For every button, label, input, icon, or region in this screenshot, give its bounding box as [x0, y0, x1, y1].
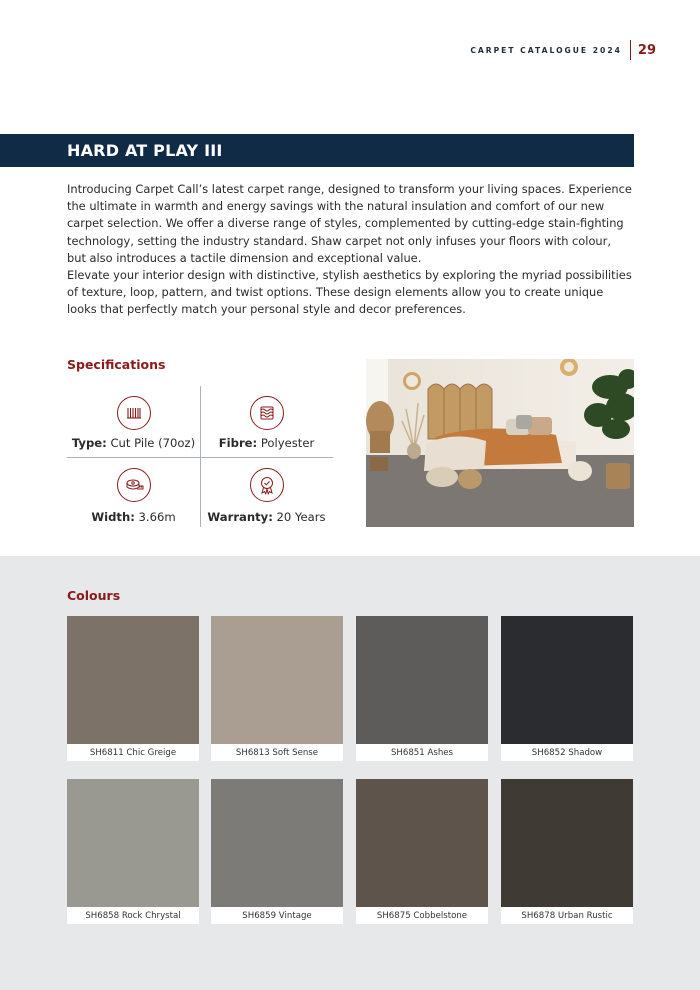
swatch-caption: SH6851 Ashes — [390, 747, 454, 758]
fibre-icon — [250, 396, 284, 430]
title-bar — [0, 134, 634, 167]
swatch-tile — [211, 779, 343, 907]
spec-warranty — [200, 458, 333, 528]
intro-text — [67, 181, 633, 319]
swatch-tile — [501, 779, 633, 907]
spec-width-label: Width: 3.66m — [91, 510, 176, 524]
swatch-caption: SH6859 Vintage — [242, 910, 312, 921]
colour-swatch — [67, 616, 199, 761]
swatch-tile — [356, 616, 488, 744]
swatch-tile — [501, 616, 633, 744]
colours-heading: Colours — [67, 588, 121, 603]
spec-width — [67, 458, 200, 528]
swatch-caption: SH6878 Urban Rustic — [521, 910, 613, 921]
swatch-tile — [67, 616, 199, 744]
swatch-caption: SH6852 Shadow — [531, 747, 603, 758]
swatch-caption: SH6813 Soft Sense — [235, 747, 319, 758]
colour-swatch — [501, 779, 633, 924]
warranty-badge-icon — [250, 468, 284, 502]
intro-paragraph-1: Introducing Carpet Call’s latest carpet range, designed to transform your living spaces. Experience the ultimate in warmth and energy savings with the natural insulation and comfort of our new carpet selection. We offer a diverse range of styles, complemented by cutting-edge stain-fighting technology, setting the industry standard. Shaw carpet not only infuses your floors with colour, but also introduces a tactile dimension and exceptional value. — [67, 182, 632, 265]
cut-pile-icon — [117, 396, 151, 430]
colour-swatch — [211, 616, 343, 761]
page-header — [470, 40, 656, 60]
page-title: HARD AT PLAY III — [67, 141, 223, 160]
spec-fibre-label: Fibre: Polyester — [218, 436, 315, 450]
spec-type — [67, 386, 200, 456]
colour-swatch — [67, 779, 199, 924]
swatch-caption: SH6875 Cobbelstone — [376, 910, 468, 921]
spec-type-label: Type: Cut Pile (70oz) — [71, 436, 196, 450]
swatch-caption: SH6858 Rock Chrystal — [85, 910, 181, 921]
specifications-grid — [67, 386, 333, 527]
swatch-tile — [356, 779, 488, 907]
colour-swatch — [356, 616, 488, 761]
colour-swatch — [501, 616, 633, 761]
header-divider — [630, 40, 631, 60]
room-photo — [366, 359, 634, 527]
swatch-caption: SH6811 Chic Greige — [89, 747, 177, 758]
spec-fibre — [200, 386, 333, 456]
catalogue-label: CARPET CATALOGUE 2024 — [470, 45, 622, 55]
specifications-heading: Specifications — [67, 357, 166, 372]
tape-measure-icon — [117, 468, 151, 502]
intro-paragraph-2: Elevate your interior design with distinctive, stylish aesthetics by exploring the myriad possibilities of texture, loop, pattern, and twist options. These design elements allow you to create unique looks that perfectly match your personal style and decor preferences. — [67, 268, 632, 317]
page-number: 29 — [637, 42, 656, 58]
swatch-tile — [67, 779, 199, 907]
swatch-tile — [211, 616, 343, 744]
spec-warranty-label: Warranty: 20 Years — [207, 510, 326, 524]
colour-swatch — [356, 779, 488, 924]
colour-swatch — [211, 779, 343, 924]
